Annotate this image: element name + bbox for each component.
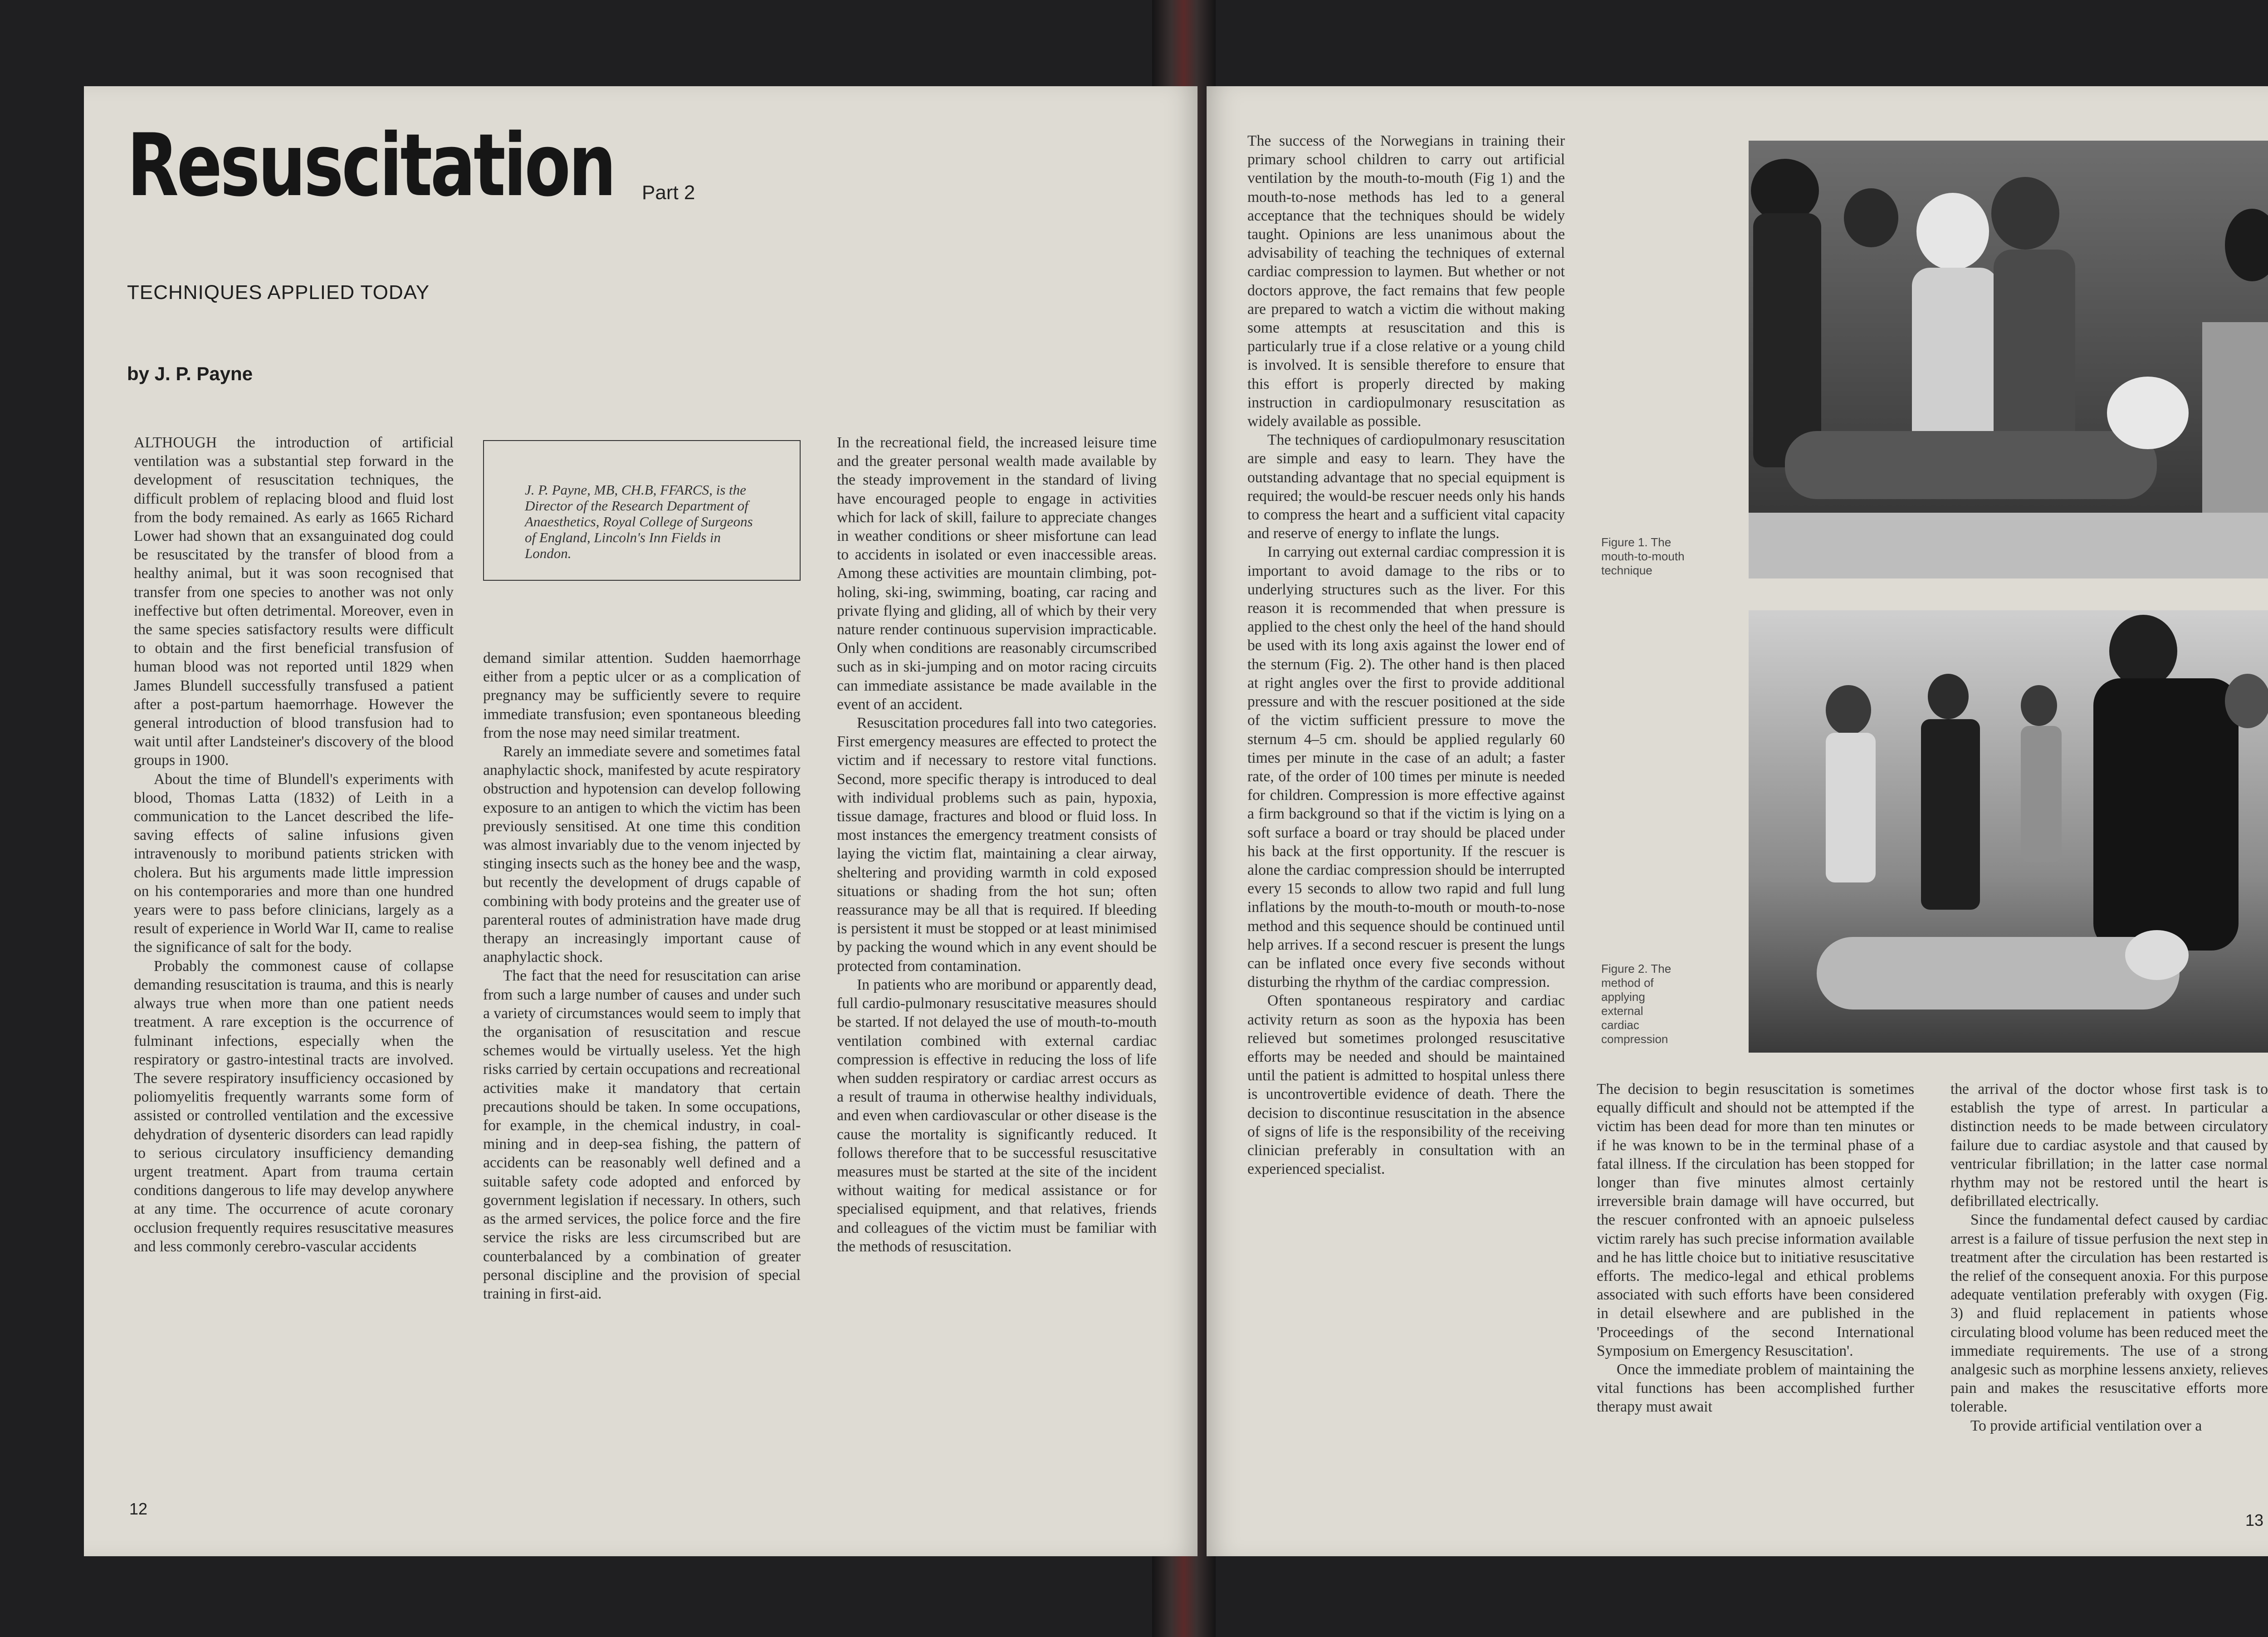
caption-line: mouth-to-mouth [1601,549,1685,563]
paragraph: the arrival of the doctor whose first task is to establish the type of arrest. In particular a distinction needs to be made between circulatory failure due to cardiac asystole and that caused by ventricular fibrillation; in the latter case normal rhythm may not be restored until the heart is defibrillated electrically. [1950,1081,2268,1210]
paragraph: The success of the Norwegians in training their primary school children to carry out artificial ventilation by the mouth-to-mouth (Fig 1) and the mouth-to-nose methods has led to a general acceptance that the techniques should be widely taught. Opinions are less unanimous about the advisability of teaching the techniques of external cardiac compression to laymen. But whether or not doctors approve, the fact remains that few people are prepared to watch a victim die without making some attempts at resuscitation and this is particularly true if a close relative or a young child is involved. It is sensible therefore to ensure that this effort is properly directed by making instruction in cardiopulmonary resuscitation as widely available as possible. [1247,132,1565,430]
figure-2-caption [1601,962,1737,1046]
figure-2-image [1749,610,2268,1053]
paragraph: The fact that the need for resuscitation can arise from such a large number of causes and under such a variety of circumstances would seem to imply that the organisation of resuscitation and rescue schemes would be virtually useless. Yet the high risks carried by certain occupations and recreational activities make it mandatory that certain precautions should be taken. In some occupations, for example, in the chemical industry, in coal-mining and in deep-sea fishing, the pattern of accidents can be reasonably well defined and a suitable safety code adopted and enforced by government legislation if necessary. In others, such as the armed services, the police force and the fire service the risks are less circumscribed but are counterbalanced by a combination of greater personal discipline and the provision of special training in first-aid. [483,967,801,1302]
paragraph: In carrying out external cardiac compression it is important to avoid damage to the ribs or to underlying structures such as the liver. For this reason it is recommended that when pressure is applied to the chest only the heel of the hand should be used with its long axis against the lower end of the sternum (Fig. 2). The other hand is then placed at right angles over the first to provide additional pressure and with the rescuer positioned at the side of the victim sufficient pressure to move the sternum 4–5 cm. should be applied regularly 60 times per minute in the case of an adult; a faster rate, of the order of 100 times per minute is needed for children. Compression is more effective against a firm background so that if the victim is lying on a soft surface a board or tray should be placed under his back at the first opportunity. If the rescuer is alone the cardiac compression should be interrupted every 15 seconds to allow two rapid and full lung inflations by the mouth-to-mouth or mouth-to-nose method and this sequence should be continued until help arrives. If a second rescuer is present the lungs can be inflated once every five seconds without disturbing the rhythm of the cardiac compression. [1247,544,1565,991]
caption-line: applying [1601,990,1645,1004]
right-page [1207,86,2268,1556]
paragraph: Resuscitation procedures fall into two categories. First emergency measures are effected to protect the victim and if necessary to restore vital functions. Second, more specific therapy is introduced to deal with individual problems such as pain, hypoxia, tissue damage, fractures and blood or fluid loss. In most instances the emergency treatment consists of laying the victim flat, maintaining a clear airway, sheltering and providing warmth in cold exposed situations or shading from the hot sun; often reassurance may be all that is required. If bleeding is persistent it must be stopped or at least minimised by packing the wound which in any event should be protected from contamination. [837,715,1157,975]
left-column-3 [837,433,1157,1256]
paragraph: In patients who are moribund or apparently dead, full cardio-pulmonary resuscitative measures should be started. If not delayed the use of mouth-to-mouth ventilation combined with external cardiac compression is effective in reducing the loss of life when sudden respiratory or cardiac arrest occurs as a result of trauma in otherwise healthy individuals, and even when cardiovascular or other disease is the cause the mortality is significantly reduced. It follows therefore that to be successful resuscitative measures must be started at the site of the incident without waiting for medical assistance or for specialised equipment, and that relatives, friends and colleagues of the victim must be familiar with the methods of resuscitation. [837,976,1157,1255]
caption-line: technique [1601,564,1652,577]
right-column-3 [1950,1080,2268,1435]
paragraph: Since the fundamental defect caused by cardiac arrest is a failure of tissue perfusion the next step in treatment after the circulation has been restarted is the relief of the consequent anoxia. For this purpose adequate ventilation preferably with oxygen (Fig. 3) and fluid replacement in patients whose circulating blood volume has been reduced meet the immediate requirements. The use of a strong analgesic such as morphine lessens anxiety, relieves pain and makes the resuscitative efforts more tolerable. [1950,1211,2268,1416]
paragraph: Once the immediate problem of maintaining the vital functions has been accomplished further therapy must await [1597,1361,1914,1416]
page-number: 13 [2245,1511,2264,1529]
paragraph: The techniques of cardiopulmonary resuscitation are simple and easy to learn. They have the outstanding advantage that no special equipment is required; the would-be rescuer needs only his hands to compress the heart and a sufficient vital capacity and reserve of energy to inflate the lungs. [1247,431,1565,542]
article-title: Resuscitation [127,115,615,216]
right-column-2 [1597,1080,1914,1416]
paragraph: ALTHOUGH the introduction of artificial ventilation was a substantial step forward in the development of resuscitation techniques, the difficult problem of replacing blood and fluid lost from the body remained. As early as 1665 Richard Lower had shown that an exsanguinated dog could be resuscitated by the transfer of blood from a healthy animal, but it was soon recognised that transfer from one species to another was not only ineffective but often detrimental. Moreover, even in the same species satisfactory results were difficult to obtain and the first beneficial transfusion of human blood was not reported until 1829 when James Blundell successfully transfused a patient after a post-partum haemorrhage. However the general introduction of blood transfusion had to wait until after Landsteiner's discovery of the blood groups in 1900. [134,434,454,769]
left-page [84,86,1198,1556]
figure-1-photo [1749,141,2268,578]
left-column-2 [483,649,801,1303]
author-bio-box [483,440,801,581]
figure-1-image [1749,141,2268,578]
caption-line: Figure 2. The [1601,962,1672,975]
caption-line: cardiac [1601,1018,1639,1032]
paragraph: Often spontaneous respiratory and cardiac activity return as soon as the hypoxia has been relieved but sometimes prolonged resuscitative efforts may be needed and should be maintained until the patient is admitted to hospital unless there is uncontrovertible evidence of death. There the decision to discontinue resuscitation in the absence of signs of life is the responsibility of the receiving clinician preferably in consultation with an experienced specialist. [1247,992,1565,1178]
article-subtitle: TECHNIQUES APPLIED TODAY [127,281,430,304]
paragraph: Probably the commonest cause of collapse demanding resuscitation is trauma, and this is nearly always true when more than one patient needs treatment. A rare exception is the occurrence of fulminant infections, especially when the respiratory or gastro-intestinal tracts are involved. The severe respiratory insufficiency occasioned by poliomyelitis frequently warrants some form of assisted or controlled ventilation and the excessive dehydration of dysenteric disorders can lead rapidly to serious circulatory insufficiency demanding urgent treatment. Apart from trauma certain conditions dangerous to life may develop anywhere at any time. The occurrence of acute coronary occlusion frequently requires resuscitative measures and less commonly cerebro-vascular accidents [134,957,454,1255]
paragraph: Rarely an immediate severe and sometimes fatal anaphylactic shock, manifested by acute respiratory obstruction and hypotension can develop following exposure to an antigen to which the victim has been previously sensitised. At one time this condition was almost invariably due to the venom injected by stinging insects such as the honey bee and the wasp, but recently the development of drugs capable of combining with body proteins and the greater use of parenteral routes of administration have made drug therapy an increasingly important cause of anaphylactic shock. [483,743,801,966]
page-number: 12 [129,1500,148,1518]
paragraph: The decision to begin resuscitation is sometimes equally difficult and should not be attempted if the victim has been dead for more than ten minutes or if he was known to be in the terminal phase of a fatal illness. If the circulation has been stopped for longer than five minutes almost certainly irreversible brain damage will have occurred, but the rescuer confronted with an apnoeic pulseless victim rarely has such precise information available and he has little choice but to initiative resuscitative efforts. The medico-legal and ethical problems associated with such efforts have been considered in detail elsewhere and are published in the 'Proceedings of the second International Symposium on Emergency Resuscitation'. [1597,1081,1914,1359]
figure-2-photo [1749,610,2268,1053]
article-part: Part 2 [642,181,695,204]
author-bio: J. P. Payne, MB, CH.B, FFARCS, is the Director of the Research Department of Anaesthetics, Royal College of Surgeons of England, Lincoln's Inn Fields in London. [525,482,753,561]
paragraph: To provide artificial ventilation over a [1970,1417,2202,1434]
left-column-1 [134,433,454,1256]
figure-1-caption [1601,535,1737,578]
caption-line: Figure 1. The [1601,535,1672,549]
caption-line: compression [1601,1032,1668,1046]
right-column-1 [1247,132,1565,1178]
caption-line: method of [1601,976,1654,990]
article-author: by J. P. Payne [127,363,253,384]
paragraph: demand similar attention. Sudden haemorrhage either from a peptic ulcer or as a complication of pregnancy may be sufficiently severe to require immediate transfusion; even spontaneous bleeding from the nose may need similar treatment. [483,650,801,741]
caption-line: external [1601,1004,1643,1018]
paragraph: In the recreational field, the increased leisure time and the greater personal wealth made available by the steady improvement in the standard of living have encouraged people to engage in activities which for lack of skill, failure to appreciate changes in weather conditions or sheer misfortune can lead to accidents in isolated or even inaccessible areas. Among these activities are mountain climbing, pot-holing, ski-ing, swimming, boating, car racing and private flying and gliding, all of which by their very nature render continuous supervision impracticable. Only when conditions are reasonably circumscribed such as in ski-jumping and on motor racing circuits can immediate assistance be made available in the event of an accident. [837,434,1157,713]
paragraph: About the time of Blundell's experiments with blood, Thomas Latta (1832) of Leith in a communication to the Lancet described the life-saving effects of saline infusions given intravenously to moribund patients stricken with cholera. But his arguments made little impression on his contemporaries and more than one hundred years were to pass before clinicians, largely as a result of experience in World War II, came to realise the significance of salt for the body. [134,770,454,956]
